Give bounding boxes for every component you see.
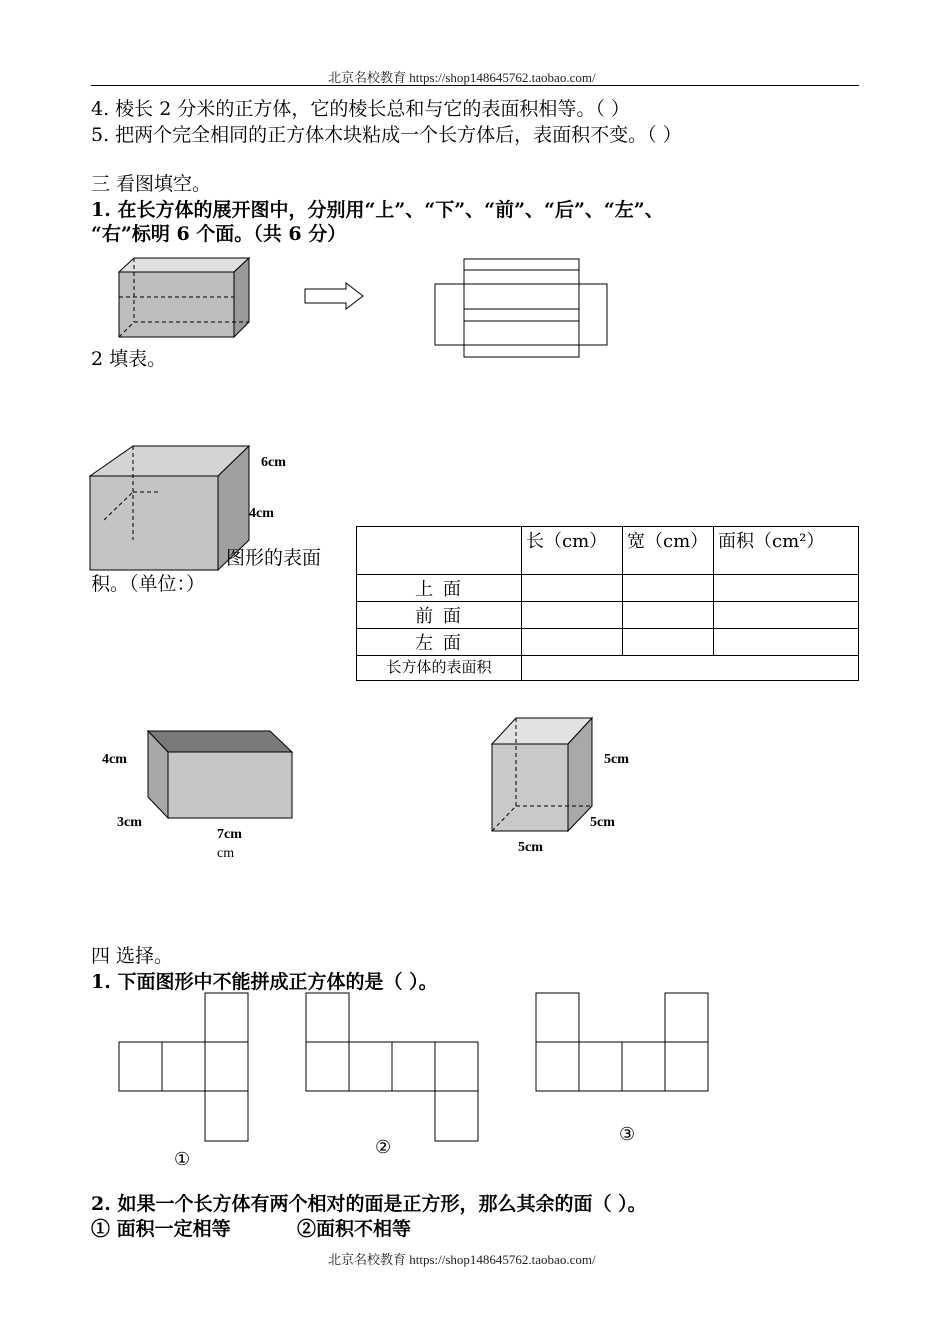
q2-text-b: 积。（单位：） bbox=[91, 573, 206, 595]
option-1-label[interactable]: ① bbox=[174, 1149, 191, 1170]
row-label-top: 上 面 bbox=[357, 575, 522, 602]
option-2-label[interactable]: ② bbox=[375, 1137, 392, 1158]
page-header: 北京名校教育 https://shop148645762.taobao.com/ bbox=[328, 70, 596, 85]
row-label-total: 长方体的表面积 bbox=[357, 656, 522, 681]
q2-text-a: 图形的表面 bbox=[226, 547, 322, 569]
table-header-width: 宽（cm） bbox=[623, 527, 714, 575]
section-3-q1-line2: “右”标明 6 个面。（共 6 分） bbox=[91, 223, 347, 245]
row-label-front: 前 面 bbox=[357, 602, 522, 629]
section-4-title: 四 选择。 bbox=[91, 945, 174, 967]
page-footer: 北京名校教育 https://shop148645762.taobao.com/ bbox=[328, 1252, 596, 1267]
judgement-q4: 4. 棱长 2 分米的正方体，它的棱长总和与它的表面积相等。（ ） bbox=[91, 98, 630, 120]
q2-choice-2[interactable]: ②面积不相等 bbox=[297, 1218, 412, 1240]
judgement-q5: 5. 把两个完全相同的正方体木块粘成一个长方体后，表面积不变。（ ） bbox=[91, 124, 682, 146]
box2-height-label: 5cm bbox=[604, 752, 629, 767]
table-header-length: 长（cm） bbox=[522, 527, 623, 575]
box2-length-label: 5cm bbox=[518, 840, 543, 855]
box2-width-label: 5cm bbox=[590, 815, 615, 830]
box1-width-label: 3cm bbox=[117, 815, 142, 830]
cube-label-top: 6cm bbox=[261, 455, 286, 470]
table-header-area: 面积（cm²） bbox=[714, 527, 859, 575]
section-3-q1-line1: 1. 在长方体的展开图中，分别用“上”、“下”、“前”、“后”、“左”、 bbox=[91, 199, 664, 221]
option-3-label[interactable]: ③ bbox=[619, 1124, 636, 1145]
section-3-q2-title: 2 填表。 bbox=[91, 348, 167, 370]
box1-unit-note: cm bbox=[217, 846, 235, 861]
section-4-q1: 1. 下面图形中不能拼成正方体的是（ ）。 bbox=[91, 971, 438, 993]
cube-label-mid: 4cm bbox=[249, 506, 274, 521]
section-4-q2: 2. 如果一个长方体有两个相对的面是正方形，那么其余的面（ ）。 bbox=[91, 1193, 647, 1215]
box1-height-label: 4cm bbox=[102, 752, 127, 767]
box1-length-label: 7cm bbox=[217, 827, 242, 842]
q2-choice-1[interactable]: ① 面积一定相等 bbox=[91, 1218, 231, 1240]
section-3-title: 三 看图填空。 bbox=[91, 173, 212, 195]
row-label-left: 左 面 bbox=[357, 629, 522, 656]
